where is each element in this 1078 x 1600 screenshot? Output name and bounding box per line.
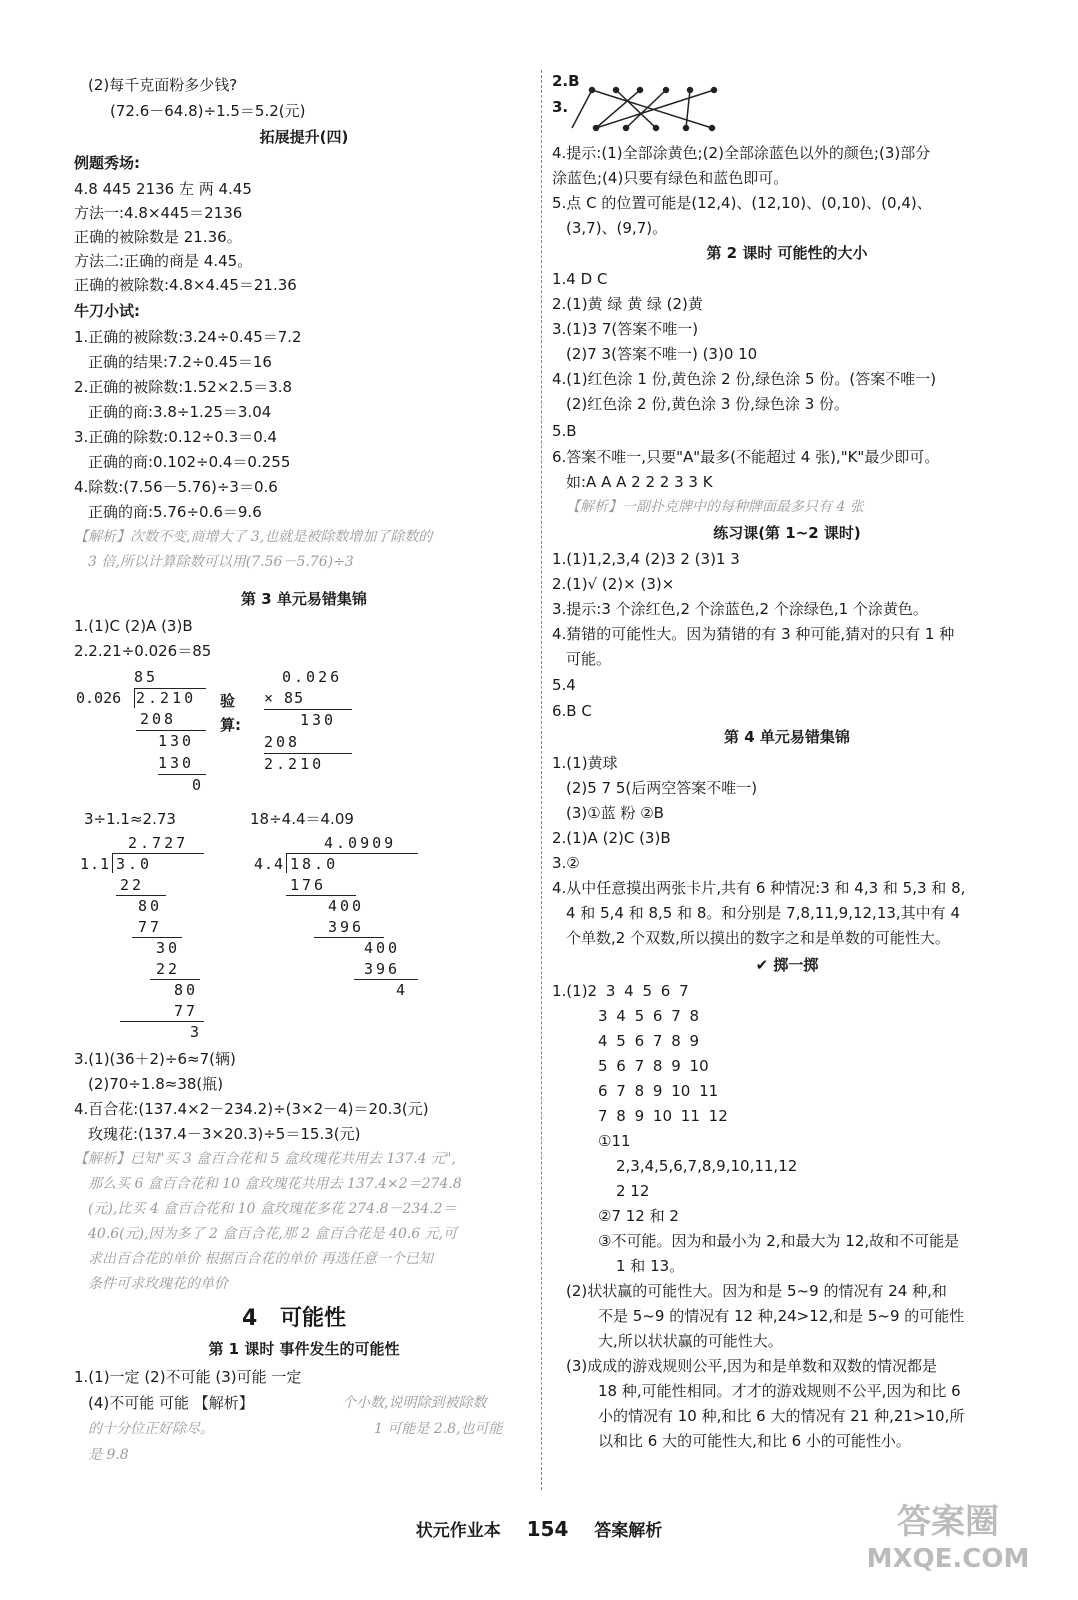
work-rule [354, 979, 418, 980]
text-line: 18 种,可能性相同。才才的游戏规则不公平,因为和比 6 [598, 1382, 961, 1400]
text-line: 例题秀场: [74, 154, 140, 172]
text-line: 6.B C [552, 702, 592, 720]
work-row: 396 [328, 918, 365, 936]
analysis-note: 求出百合花的单价 根据百合花的单价 再选任意一个已知 [88, 1251, 433, 1267]
text-line: 4.除数:(7.56－5.76)÷3＝0.6 [74, 478, 278, 496]
text-line: ①11 [598, 1132, 631, 1150]
sum-grid-row: 1.(1)2 3 4 5 6 7 [552, 982, 689, 1000]
text-line: 正确的被除数:4.8×4.45＝21.36 [74, 276, 297, 294]
text-line: 4.从中任意摸出两张卡片,共有 6 种情况:3 和 4,3 和 5,3 和 8, [552, 879, 966, 897]
site-watermark [848, 1500, 1048, 1580]
work-row: 208 [264, 733, 301, 751]
text-line: 正确的商:0.102÷0.4＝0.255 [88, 453, 291, 471]
work-row: 2.210 [264, 755, 325, 773]
text-line: ②7 12 和 2 [598, 1207, 679, 1225]
text-line: 18÷4.4＝4.09 [250, 810, 354, 828]
text-line: 2 12 [616, 1182, 650, 1200]
sum-grid-row: 7 8 9 10 11 12 [598, 1107, 728, 1125]
work-row: 176 [290, 876, 327, 894]
divisor: 0.026 [76, 689, 122, 707]
text-line: 4.猜错的可能性大。因为猜错的有 3 种可能,猜对的只有 1 种 [552, 625, 955, 643]
analysis-note: 【解析】次数不变,商增大了 3,也就是被除数增加了除数的 [74, 529, 433, 545]
page-number: 154 [526, 1517, 569, 1541]
section-heading: 拓展提升(四) [259, 128, 349, 146]
sum-grid-row: 4 5 6 7 8 9 [598, 1032, 700, 1050]
work-row: 0.026 [282, 668, 343, 686]
text-line: 2.(1)黄 绿 黄 绿 (2)黄 [552, 295, 703, 313]
text-line: 方法一:4.8×445＝2136 [74, 204, 243, 222]
text-line: 3÷1.1≈2.73 [84, 810, 176, 828]
quotient: 85 [134, 668, 159, 686]
division-bracket [286, 853, 287, 873]
section-title: 掷一掷 [773, 956, 819, 974]
division-bracket [112, 853, 113, 873]
work-row: 77 [138, 918, 163, 936]
text-line: ③不可能。因为和最小为 2,和最大为 12,故和不可能是 [598, 1232, 960, 1250]
text-line: 5.4 [552, 676, 576, 694]
text-line: 1.4 D C [552, 270, 608, 288]
text-line: 涂蓝色;(4)只要有绿色和蓝色即可。 [552, 169, 789, 187]
text-line: (2)5 7 5(后两空答案不唯一) [566, 779, 758, 797]
text-line: (2)每千克面粉多少钱? [88, 76, 238, 94]
lesson-heading: 第 1 课时 事件发生的可能性 [208, 1340, 400, 1358]
text-line: 玫瑰花:(137.4－3×20.3)÷5＝15.3(元) [88, 1125, 361, 1143]
work-row: 130 [300, 711, 337, 729]
work-row: 0 [192, 776, 205, 794]
division-bracket [134, 688, 135, 708]
text-line: (3)成成的游戏规则公平,因为和是单数和双数的情况都是 [566, 1357, 938, 1375]
work-row: 3 [190, 1023, 203, 1041]
text-line: 2.正确的被除数:1.52×2.5＝3.8 [74, 378, 293, 396]
work-row: 22 [156, 960, 181, 978]
column-divider [541, 70, 542, 1490]
text-line: (3,7)、(9,7)。 [566, 219, 668, 237]
analysis-note: (元),比买 4 盒百合花和 10 盒玫瑰花多花 274.8－234.2＝ [88, 1201, 457, 1217]
text-line: 方法二:正确的商是 4.45。 [74, 252, 253, 270]
analysis-note: 40.6(元),因为多了 2 盒百合花,那 2 盒百合花是 40.6 元,可 [88, 1226, 458, 1242]
watermark-url: MXQE.COM [866, 1544, 1030, 1574]
watermark-logo: 答案圈 [897, 1502, 999, 1542]
text-line: (4)不可能 可能 【解析】 [88, 1394, 254, 1412]
work-row: 4 [396, 981, 409, 999]
text-line: 5.B [552, 422, 577, 440]
analysis-note: 3 倍,所以计算除数可以用(7.56－5.76)÷3 [88, 554, 354, 570]
quotient: 4.0909 [324, 834, 397, 852]
work-row: 80 [174, 981, 199, 999]
text-line: 以和比 6 大的可能性大,和比 6 小的可能性小。 [598, 1432, 911, 1450]
text-line: 3.(1)3 7(答案不唯一) [552, 320, 699, 338]
dice-icon: ✔ [755, 956, 774, 974]
analysis-note: 1 可能是 2.8,也可能 [374, 1421, 503, 1437]
text-line: 1 和 13。 [616, 1257, 685, 1275]
text-line: 2.(1)A (2)C (3)B [552, 829, 671, 847]
text-line: 1.(1)C (2)A (3)B [74, 617, 193, 635]
dividend: 18.0 [290, 855, 339, 873]
text-line: 6.答案不唯一,只要"A"最多(不能超过 4 张),"K"最少即可。 [552, 448, 940, 466]
text-line: 不是 5~9 的情况有 12 种,24>12,和是 5~9 的可能性 [598, 1307, 965, 1325]
analysis-note: 【解析】一副扑克牌中的每种牌面最多只有 4 张 [566, 499, 864, 515]
text-line: (2)状状赢的可能性大。因为和是 5~9 的情况有 24 种,和 [566, 1282, 947, 1300]
work-row: 77 [174, 1002, 199, 1020]
work-row: 396 [364, 960, 401, 978]
text-line: 1.正确的被除数:3.24÷0.45＝7.2 [74, 328, 302, 346]
text-line: 正确的被除数是 21.36。 [74, 228, 242, 246]
matching-lines [562, 84, 732, 136]
text-line: 1.(1)一定 (2)不可能 (3)可能 一定 [74, 1368, 302, 1386]
text-line: 4.百合花:(137.4×2－234.2)÷(3×2－4)＝20.3(元) [74, 1100, 429, 1118]
text-line: 正确的结果:7.2÷0.45＝16 [88, 353, 272, 371]
work-row: 400 [328, 897, 365, 915]
check-label: 算: [220, 716, 241, 734]
work-row: 130 [158, 754, 195, 772]
section-heading: 第 4 单元易错集锦 [724, 728, 850, 746]
section-heading: 第 3 单元易错集锦 [241, 590, 367, 608]
text-line: (72.6－64.8)÷1.5＝5.2(元) [110, 102, 306, 120]
text-line: 2.B [552, 72, 580, 90]
section-label: 答案解析 [594, 1521, 663, 1541]
analysis-note: 个小数,说明除到被除数 [342, 1395, 487, 1411]
text-line: 大,所以状状赢的可能性大。 [598, 1332, 783, 1350]
work-row: × 85 [264, 689, 305, 707]
work-row: 80 [138, 897, 163, 915]
text-line: 2.(1)√ (2)× (3)× [552, 575, 675, 593]
analysis-note: 的十分位正好除尽。 [88, 1421, 214, 1437]
text-line: 如:A A A 2 2 2 3 3 K [566, 473, 713, 491]
text-line: 1.(1)1,2,3,4 (2)3 2 (3)1 3 [552, 550, 740, 568]
work-row: 208 [140, 710, 177, 728]
text-line: 个单数,2 个双数,所以摸出的数字之和是单数的可能性大。 [566, 929, 950, 947]
sum-grid-row: 3 4 5 6 7 8 [598, 1007, 700, 1025]
work-row: 22 [120, 876, 145, 894]
text-line: 小的情况有 10 种,和比 6 大的情况有 21 种,21>10,所 [598, 1407, 965, 1425]
dividend: 2.210 [136, 689, 197, 707]
sum-grid-row: 6 7 8 9 10 11 [598, 1082, 719, 1100]
text-line: 3.② [552, 854, 580, 872]
text-line: 3.(1)(36＋2)÷6≈7(辆) [74, 1050, 236, 1068]
text-line: 3.正确的除数:0.12÷0.3＝0.4 [74, 428, 278, 446]
text-line: 牛刀小试: [74, 302, 140, 320]
text-line: 2.2.21÷0.026＝85 [74, 642, 212, 660]
text-line: 3.提示:3 个涂红色,2 个涂蓝色,2 个涂绿色,1 个涂黄色。 [552, 600, 928, 618]
check-label: 验 [220, 692, 236, 710]
text-line: (3)①蓝 粉 ②B [566, 804, 664, 822]
text-line: 正确的商:5.76÷0.6＝9.6 [88, 503, 262, 521]
quotient: 2.727 [128, 834, 189, 852]
work-row: 30 [156, 939, 181, 957]
lesson-heading: 练习课(第 1~2 课时) [713, 524, 861, 542]
analysis-note: 【解析】已知"买 3 盒百合花和 5 盒玫瑰花共用去 137.4 元", [74, 1151, 456, 1167]
text-line: 1.(1)黄球 [552, 754, 618, 772]
lesson-heading: 第 2 课时 可能性的大小 [706, 244, 868, 262]
divisor: 4.4 [254, 855, 285, 873]
text-line: 2,3,4,5,6,7,8,9,10,11,12 [616, 1157, 798, 1175]
text-line: (2)红色涂 2 份,黄色涂 3 份,绿色涂 3 份。 [566, 395, 850, 413]
unit-title: 可能性 [280, 1306, 347, 1331]
sum-grid-row: 5 6 7 8 9 10 [598, 1057, 709, 1075]
text-line: 3. [552, 98, 569, 116]
text-line: 4.(1)红色涂 1 份,黄色涂 2 份,绿色涂 5 份。(答案不唯一) [552, 370, 937, 388]
text-line: 4.8 445 2136 左 两 4.45 [74, 180, 252, 198]
work-row: 130 [158, 732, 195, 750]
text-line: 4 和 5,4 和 8,5 和 8。和分别是 7,8,11,9,12,13,其中有 4 [566, 904, 960, 922]
text-line: 5.点 C 的位置可能是(12,4)、(12,10)、(0,10)、(0,4)、 [552, 194, 932, 212]
text-line: 正确的商:3.8÷1.25＝3.04 [88, 403, 272, 421]
section-heading [552, 954, 1022, 976]
work-row: 400 [364, 939, 401, 957]
analysis-note: 是 9.8 [88, 1447, 129, 1463]
analysis-note: 那么买 6 盒百合花和 10 盒玫瑰花共用去 137.4×2＝274.8 [88, 1176, 462, 1192]
text-line: 4.提示:(1)全部涂黄色;(2)全部涂蓝色以外的颜色;(3)部分 [552, 144, 931, 162]
text-line: (2)7 3(答案不唯一) (3)0 10 [566, 345, 758, 363]
book-title: 状元作业本 [415, 1521, 501, 1541]
dividend: 3.0 [116, 855, 153, 873]
unit-number: 4 [242, 1306, 258, 1331]
divisor: 1.1 [80, 855, 111, 873]
analysis-note: 条件可求玫瑰花的单价 [88, 1276, 228, 1292]
text-line: 可能。 [566, 650, 612, 668]
text-line: (2)70÷1.8≈38(瓶) [88, 1075, 224, 1093]
